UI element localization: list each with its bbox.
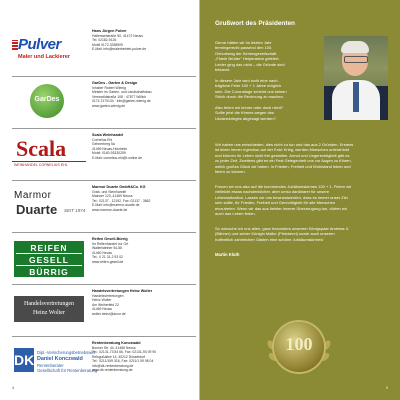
text-line: ist leider immer irgendwo auf der Erde Krieg, werden Menschen unterdrückt xyxy=(215,147,350,153)
wolter-logo-line: Heinz Wolter xyxy=(33,310,65,316)
text-line: Sollte jetzt die Kirmes wegen des xyxy=(215,110,274,116)
ad-company: Reifen Gesell-Bürrig xyxy=(92,237,128,241)
ad-pulver xyxy=(12,28,196,77)
paragraph-wishes xyxy=(215,226,391,242)
ad-company: Scala Weinhandel xyxy=(92,133,124,137)
wolter-logo xyxy=(12,292,86,328)
ad-line: E-Mail: cornelius-ehl@t-online.de xyxy=(92,155,142,160)
photo-tie xyxy=(353,82,359,112)
text-line: So wünsche ich uns allen, ganz besonders unserem Königspaar Andreas II. xyxy=(215,226,350,231)
ad-line: Wallensteiner 54-56 xyxy=(92,246,123,250)
ad-line: Hallenweistraße 50, 41472 Neuss xyxy=(92,33,143,38)
ad-info xyxy=(92,185,196,212)
pulver-logo-text: Pulver xyxy=(18,36,61,53)
intro-text xyxy=(215,40,319,121)
text-line: welch großes Glück wir haben, in Frieden, Freiheit und Wohlstand leben und xyxy=(215,163,351,169)
ad-line: Heinz Wolter xyxy=(92,298,112,302)
reifen-logo-box xyxy=(14,241,84,277)
ad-line: Tel.: 0 21 31-2 93 02 xyxy=(92,255,123,259)
ad-line: Tel. 02182-9126 xyxy=(92,38,117,42)
photo-hair xyxy=(341,41,369,53)
wolter-logo-box xyxy=(14,296,84,322)
text-line: Leider ging das nicht – die Gründe sind xyxy=(215,61,285,67)
reifen-logo-line: GESELL xyxy=(28,255,69,265)
text-line: einzutreten. Wenn wir das aus tiefster innerer Überzeugung tun, dürfen wir xyxy=(215,205,347,211)
text-line: Strich durch die Rechnung zu machen. xyxy=(215,94,284,100)
reifen-logo-line: BÜRRIG xyxy=(29,267,69,277)
ad-line: Grab- und Steinhandel xyxy=(92,189,127,194)
ad-line: Mobil: 0160-93330259 xyxy=(92,151,126,155)
ad-info xyxy=(92,81,196,108)
text-line: Geburtstag der Kirmesgesellschaft xyxy=(215,50,277,56)
ad-line: www.reifen-gesell.de xyxy=(92,259,124,264)
reifen-logo-line: REIFEN xyxy=(30,243,68,253)
page-number-left: 4 xyxy=(12,385,15,390)
text-line: sein sollte, für Frieden, Freiheit und Gerechtigkeit für alle Menschen xyxy=(215,200,336,206)
ad-line: Gehnerberg 5a xyxy=(92,142,115,146)
pulver-logo xyxy=(12,32,86,68)
text-line: In diesem Jahr wird wohl eine nach- xyxy=(215,77,279,83)
scala-logo xyxy=(12,136,86,172)
text-line: sein. Die Coronalage scheint uns keinen xyxy=(215,88,287,94)
text-line: Wir haben uns entschieden, dies nicht zu tun und das aus 2 Gründen. Erstens xyxy=(215,142,354,147)
ad-reifen-gesell xyxy=(12,236,196,285)
ad-line: Cornelius Ehl xyxy=(92,137,113,142)
page-number-right: 5 xyxy=(385,385,388,390)
ad-company: Hans Jürgen Pulver xyxy=(92,29,127,33)
wolter-logo-line: Handelsvertretungen xyxy=(24,301,74,307)
medal-number: 100 xyxy=(285,334,313,354)
text-line: termingerecht passend den 100. xyxy=(215,45,273,51)
ad-heinz-wolter xyxy=(12,288,196,337)
greeting-title: Grußwort des Präsidenten xyxy=(215,20,295,27)
text-line: auch das Leben feiern. xyxy=(215,211,256,217)
pulver-logo-sub: Maler und Lackierer xyxy=(18,54,70,60)
ad-line: www.garten-wienig.de xyxy=(92,103,126,108)
text-line: hoffentlich zahlreichen Gästen eine schöne Jubiläumskirmes! xyxy=(215,236,324,242)
text-line: Gerne hätten wir im letzten Jahr xyxy=(215,40,272,45)
ad-info xyxy=(92,237,196,264)
gardes-logo xyxy=(12,84,86,120)
dk-logo-line: Rentenberater xyxy=(37,363,64,368)
text-line: Lebenssituation. Lassen wir uns bewusstwerden, dass es immer unser Ziel xyxy=(215,194,348,200)
anniversary-medal xyxy=(270,318,334,382)
ad-company: Marmor Duarte GmbH&Co. KG xyxy=(92,185,146,189)
dk-logo-line: Daniel Konczwald xyxy=(37,356,83,362)
ad-info xyxy=(92,289,196,316)
ad-line: Tel.: 0211/159 316, Fax: 0211/1 59 98 04 xyxy=(92,359,154,363)
ad-line: Tel.: 02137 - 12192, Fax: 02137 - 3862 xyxy=(92,198,151,203)
ad-dk-rentenberatung xyxy=(12,340,196,380)
text-line: trägliche Feier 100 + 1 Jahre möglich xyxy=(215,83,281,89)
text-line: (Bähner) und seiner Königin Maike (Pletzkerei) sowie auch unseren xyxy=(215,231,335,237)
ad-line: Tel.: 02131-73 84 66, Fax: 02131-93 09 90 xyxy=(92,350,157,354)
right-page-greeting xyxy=(200,0,400,400)
ad-line: Ihr Reifenhandel vor Ort xyxy=(92,241,129,246)
since-label: SEIT 1974 xyxy=(64,208,86,213)
ad-scala xyxy=(12,132,196,181)
ad-line: E-Mail: info@marmor-duarte.de xyxy=(92,203,140,207)
ad-line: 0174 2170134 · info@garten-wienig.de xyxy=(92,99,151,103)
ad-line: Am Weiherfeld 22 xyxy=(92,302,119,307)
ad-line: 41460 Neuss xyxy=(92,250,112,255)
dk-logo-line: Dipl.-Versicherungsbetriebswirt xyxy=(37,350,95,355)
ad-line: Meister im Garten- und Landschaftsbau xyxy=(92,90,152,94)
text-line: „Fidele Brüder" Helpenstein gefeiert. xyxy=(215,56,280,62)
ad-company: GarDes - Garten & Design xyxy=(92,81,138,85)
ad-line: Reisgußallee 14, 40212 Düsseldorf xyxy=(92,354,145,359)
gardes-logo-text: GarDes xyxy=(34,96,60,103)
duarte-logo-text: Duarte xyxy=(16,202,58,217)
ad-line: Inhaber Robert Wienig xyxy=(92,85,126,90)
reifen-logo xyxy=(12,240,86,276)
marmor-duarte-logo xyxy=(12,188,86,224)
scala-logo-text: Scala xyxy=(16,136,67,161)
ad-marmor-duarte xyxy=(12,184,196,233)
text-line: vielleicht etwas nachdenklicher, aber umso dankbarer für unsere xyxy=(215,189,330,195)
ad-gardes xyxy=(12,80,196,129)
ad-line: 41469 Neuss xyxy=(92,307,112,311)
text-line: und können ihr Leben nicht frei gestalten. Armut und Ungerechtigkeit gibt es xyxy=(215,152,350,158)
ad-info xyxy=(92,133,196,160)
ad-line: Mainzer 123, 41469 Neuss xyxy=(92,194,133,198)
scala-logo-sub: WEINHANDEL CORNELIUS EHL xyxy=(14,163,68,167)
photo-glasses xyxy=(344,56,368,63)
ad-line: Mobil 0172-3338909 xyxy=(92,42,123,47)
text-line: feiern zu können. xyxy=(215,169,246,175)
dk-logo xyxy=(12,344,98,380)
ad-info xyxy=(92,29,196,52)
marmor-logo-text: Marmor xyxy=(14,190,52,201)
ad-line: info@dk-rentenberatung.de xyxy=(92,363,134,368)
divider xyxy=(16,265,82,266)
text-line: Freuen wir uns also auf die kommenden Jubiläumskirmes 100 + 1. Feiern wir xyxy=(215,184,352,189)
president-photo xyxy=(324,36,388,116)
signature: Martin Kluth xyxy=(215,252,240,257)
dk-mark-icon: DK xyxy=(14,348,34,372)
ad-line: 41469 Neuss-Holzheim xyxy=(92,146,128,151)
paragraph-decision xyxy=(215,142,391,174)
divider xyxy=(16,253,82,254)
ad-line: Handelsvertretungen xyxy=(92,293,124,298)
text-line: Also feiern wir immer oder doch nicht? xyxy=(215,104,284,110)
ad-info xyxy=(92,341,196,373)
ad-line: E-Mail: info@malerbetrieb-pulver.de xyxy=(92,47,147,51)
ad-line: Bonner Str. 44, 41468 Neuss xyxy=(92,345,136,350)
paragraph-celebration xyxy=(215,184,391,216)
text-line: zu jeder Zeit. Zweitens gibt es ein Fest Gelegenheit uns vor Augen zu führen, xyxy=(215,158,352,164)
text-line: bekannt. xyxy=(215,67,231,73)
ad-line: wolter.heinz@arcor.de xyxy=(92,311,126,316)
ad-company: Handelsvertretungen Heinz Wolter xyxy=(92,289,153,293)
ad-line: www.dk-rentenberatung.de xyxy=(92,368,133,372)
text-line: Ukrainekrieges abgesagt werden? xyxy=(215,115,276,121)
ad-company: Rentenberatung Konczwald xyxy=(92,341,141,345)
ad-line: www.marmor-duarte.de xyxy=(92,207,128,212)
ad-line: Vernewildstraße 108 · 47877 Willich xyxy=(92,94,147,99)
dk-logo-line: Gesellschaft für Rentenberatung xyxy=(37,368,98,373)
